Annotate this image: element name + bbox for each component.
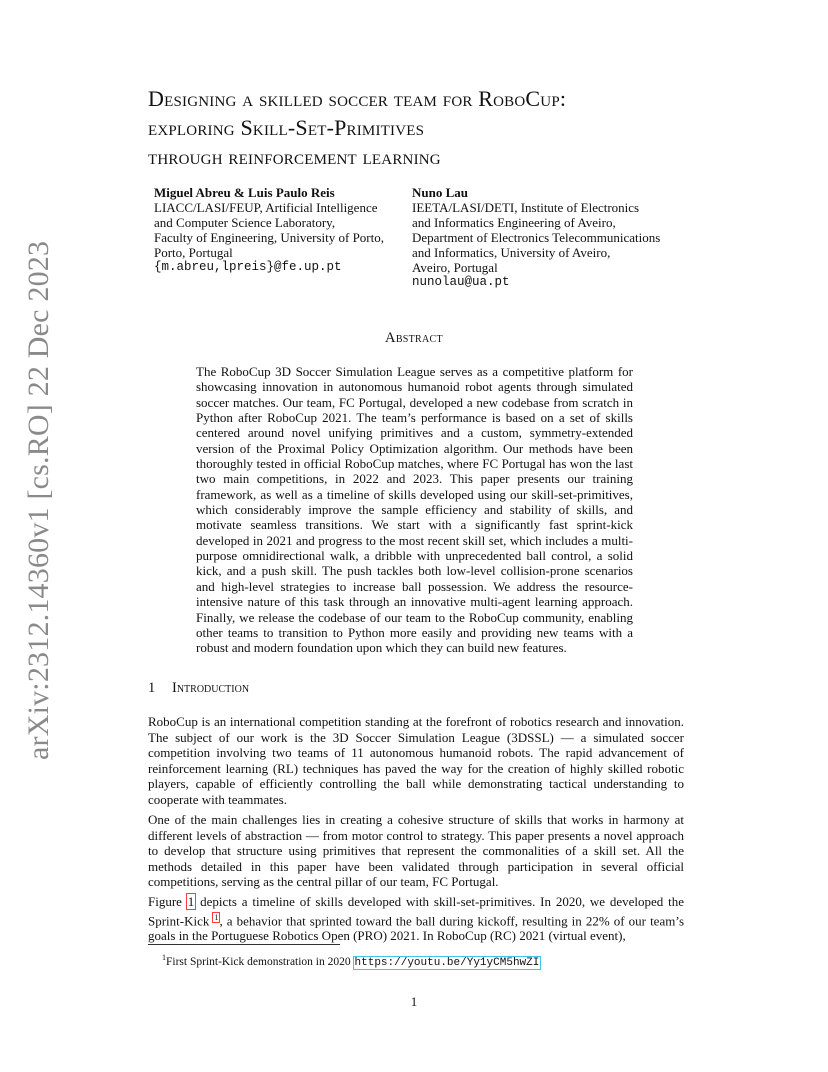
section-number: 1 xyxy=(148,680,156,696)
paragraph-text: Figure xyxy=(148,894,182,909)
figure-ref-link[interactable]: 1 xyxy=(187,894,195,909)
affiliation-line: Faculty of Engineering, University of Porto, xyxy=(154,230,384,245)
footnote-rule xyxy=(148,944,340,945)
affiliation-line: and Informatics Engineering of Aveiro, xyxy=(412,215,616,230)
author-email-left: {m.abreu,lpreis}@fe.up.pt xyxy=(154,260,342,274)
affiliation-line: LIACC/LASI/FEUP, Artificial Intelligence xyxy=(154,200,378,215)
affiliation-line: Aveiro, Portugal xyxy=(412,260,498,275)
section-heading xyxy=(148,680,249,697)
arxiv-stamp-text: arXiv:2312.14360v1 [cs.RO] 22 Dec 2023 xyxy=(22,240,55,760)
footnote-text: First Sprint-Kick demonstration in 2020 xyxy=(166,955,354,968)
paragraph-text: , a behavior that sprinted toward the ball during kickoff, resulting in 22% of our team’s goals in the Portuguese Robotics Open (PRO) 2021. In RoboCup (RC) 2021 (virtual event), xyxy=(148,912,685,944)
title-line-1: Designing a skilled soccer team for RoboCup: xyxy=(148,86,567,111)
author-email-right: nunolau@ua.pt xyxy=(412,275,510,289)
footnote-ref-link[interactable]: 1 xyxy=(214,912,219,922)
author-block-left xyxy=(154,185,404,275)
abstract-body: The RoboCup 3D Soccer Simulation League serves as a competitive platform for showcasing innovation in autonomous humanoid robot agents through simulated soccer matches. Our team, FC Portugal, developed a new codebase from scratch in Python after RoboCup 2021. The team’s performance is based on a set of skills centered around novel unifying primitives and a custom, symmetry-extended version of the Proximal Policy Optimization algorithm. Our methods have been thoroughly tested in official RoboCup matches, where FC Portugal has won the last two main competitions, in 2022 and 2023. This paper presents our training framework, as well as a timeline of skills developed using our skill-set-primitives, which considerably improve the sample efficiency and stability of skills, and motivate seamless transitions. We start with a significantly fast sprint-kick developed in 2021 and progress to the most recent skill set, which includes a multi-purpose omnidirectional walk, a dribble with unprecedented ball control, a solid kick, and a push skill. The push tackles both low-level collision-prone scenarios and high-level strategies to increase ball possession. We address the resource-intensive nature of this task through an innovative multi-agent learning approach. Finally, we release the codebase of our team to the RoboCup community, enabling other teams to transition to Python more easily and providing new teams with a robust and modern foundation upon which they can build new features. xyxy=(196,364,633,656)
paper-title xyxy=(148,84,768,171)
abstract-heading: Abstract xyxy=(385,330,443,346)
affiliation-line: Department of Electronics Telecommunications xyxy=(412,230,661,245)
section-title: Introduction xyxy=(172,680,250,696)
author-block-right xyxy=(412,185,702,290)
intro-paragraph-3 xyxy=(148,894,684,944)
title-line-2: exploring Skill-Set-Primitives xyxy=(148,115,425,140)
footnote-url-link[interactable]: https://youtu.be/Yy1yCM5hwZI xyxy=(354,956,540,969)
page-number: 1 xyxy=(410,994,418,1009)
footnote xyxy=(162,953,540,969)
affiliation-line: Porto, Portugal xyxy=(154,245,233,260)
footnote-mark: 1 xyxy=(162,953,166,962)
intro-paragraph-2: One of the main challenges lies in creating a cohesive structure of skills that works in harmony at different levels of abstraction — from motor control to strategy. This paper presents a novel approach to develop that structure using primitives that represent the commonalities of a skill set. All the methods detailed in this paper have been validated through participation in several official competitions, serving as the central pillar of our team, FC Portugal. xyxy=(148,812,684,889)
author-names-right: Nuno Lau xyxy=(412,185,468,200)
affiliation-line: IEETA/LASI/DETI, Institute of Electronics xyxy=(412,200,640,215)
author-names-left: Miguel Abreu & Luis Paulo Reis xyxy=(154,185,335,200)
title-line-3: through reinforcement learning xyxy=(148,144,441,169)
paragraph-text: depicts a timeline of skills developed with skill-set-primitives. In 2020, we developed the Sprint-Kick xyxy=(148,894,684,928)
affiliation-line: and Informatics, University of Aveiro, xyxy=(412,245,611,260)
affiliation-line: and Computer Science Laboratory, xyxy=(154,215,336,230)
intro-paragraph-1: RoboCup is an international competition standing at the forefront of robotics research and innovation. The subject of our work is the 3D Soccer Simulation League (3DSSL) — a simulated soccer competition involving two teams of 11 autonomous humanoid robots. The rapid advancement of reinforcement learning (RL) techniques has paved the way for the creation of highly skilled robotic players, capable of efficiently controlling the ball while demonstrating tactical understanding to cooperate with teammates. xyxy=(148,714,684,807)
